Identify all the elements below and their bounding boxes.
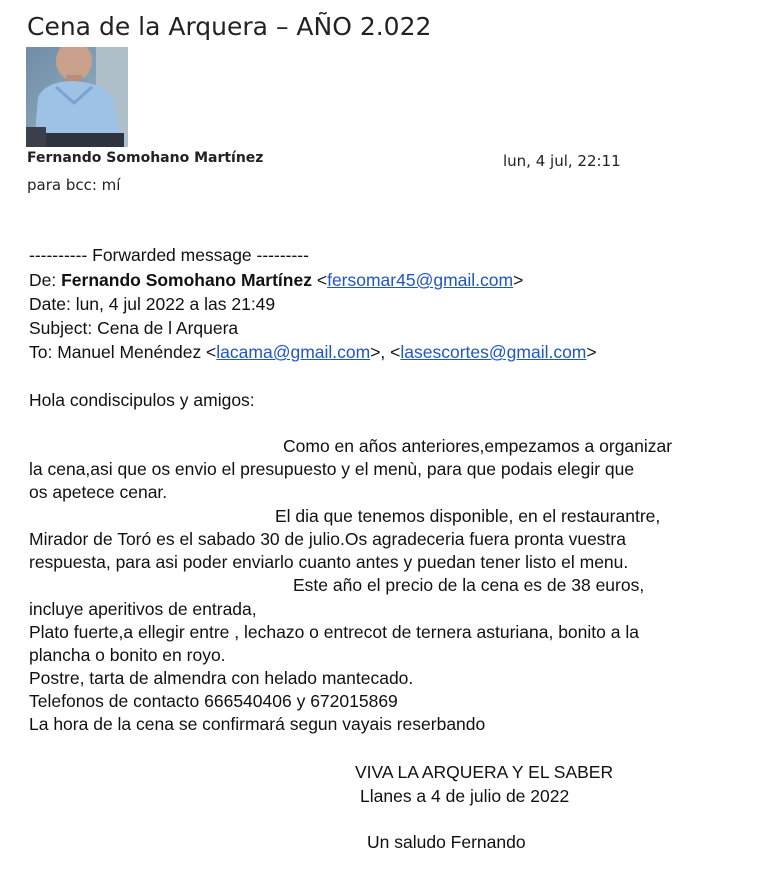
email-date: lun, 4 jul, 22:11 bbox=[503, 152, 621, 170]
paragraph-line: Postre, tarta de almendra con helado mantecado. bbox=[29, 668, 414, 688]
paragraph-line: Este año el precio de la cena es de 38 euros, bbox=[293, 575, 645, 595]
forwarded-to-line bbox=[29, 341, 597, 363]
closing-line: VIVA LA ARQUERA Y EL SABER bbox=[355, 762, 614, 782]
paragraph-line: respuesta, para asi poder enviarlo cuanto antes y puedan tener listo el menu. bbox=[29, 552, 629, 572]
paragraph-line: Como en años anteriores,empezamos a organizar bbox=[283, 436, 673, 456]
phone-line: Telefonos de contacto 666540406 y 672015869 bbox=[29, 691, 398, 711]
from-email-link[interactable]: fersomar45@gmail.com bbox=[327, 270, 514, 290]
forwarded-date-line: Date: lun, 4 jul 2022 a las 21:49 bbox=[29, 294, 276, 314]
greeting: Hola condiscipulos y amigos: bbox=[29, 390, 255, 410]
paragraph-line: incluye aperitivos de entrada, bbox=[29, 599, 257, 619]
email-subject-title: Cena de la Arquera – AÑO 2.022 bbox=[27, 12, 432, 41]
sender-name: Fernando Somohano Martínez bbox=[27, 150, 264, 166]
to-separator: >, < bbox=[370, 342, 401, 362]
sender-avatar[interactable] bbox=[26, 47, 128, 147]
signature: Un saludo Fernando bbox=[367, 832, 526, 852]
paragraph-line: La hora de la cena se confirmará segun vayais reserbando bbox=[29, 714, 486, 734]
to-email-2-link[interactable]: lasescortes@gmail.com bbox=[400, 342, 587, 362]
paragraph-line: os apetece cenar. bbox=[29, 482, 168, 502]
forwarded-from-line bbox=[29, 269, 523, 291]
paragraph-line: plancha o bonito en royo. bbox=[29, 645, 226, 665]
to-email-1-link[interactable]: lacama@gmail.com bbox=[216, 342, 371, 362]
forwarded-separator: ---------- Forwarded message --------- bbox=[29, 245, 309, 265]
from-label: De: bbox=[29, 270, 62, 290]
paragraph-line: la cena,asi que os envio el presupuesto y el menù, para que podais elegir que bbox=[29, 459, 635, 479]
forwarded-subject-line: Subject: Cena de l Arquera bbox=[29, 318, 239, 338]
recipients-line[interactable]: para bcc: mí bbox=[27, 176, 121, 194]
lt: < bbox=[316, 270, 328, 290]
gt: > bbox=[513, 270, 524, 290]
closing-place-date: Llanes a 4 de julio de 2022 bbox=[360, 786, 570, 806]
gt: > bbox=[586, 342, 597, 362]
paragraph-line: Mirador de Toró es el sabado 30 de julio.Os agradeceria fuera pronta vuestra bbox=[29, 529, 626, 549]
to-label: To: Manuel Menéndez < bbox=[29, 342, 217, 362]
paragraph-line: Plato fuerte,a ellegir entre , lechazo o entrecot de ternera asturiana, bonito a la bbox=[29, 622, 639, 642]
paragraph-line: El dia que tenemos disponible, en el restaurantre, bbox=[275, 506, 661, 526]
from-name: Fernando Somohano Martínez bbox=[61, 270, 312, 290]
person-photo-icon bbox=[26, 47, 128, 147]
